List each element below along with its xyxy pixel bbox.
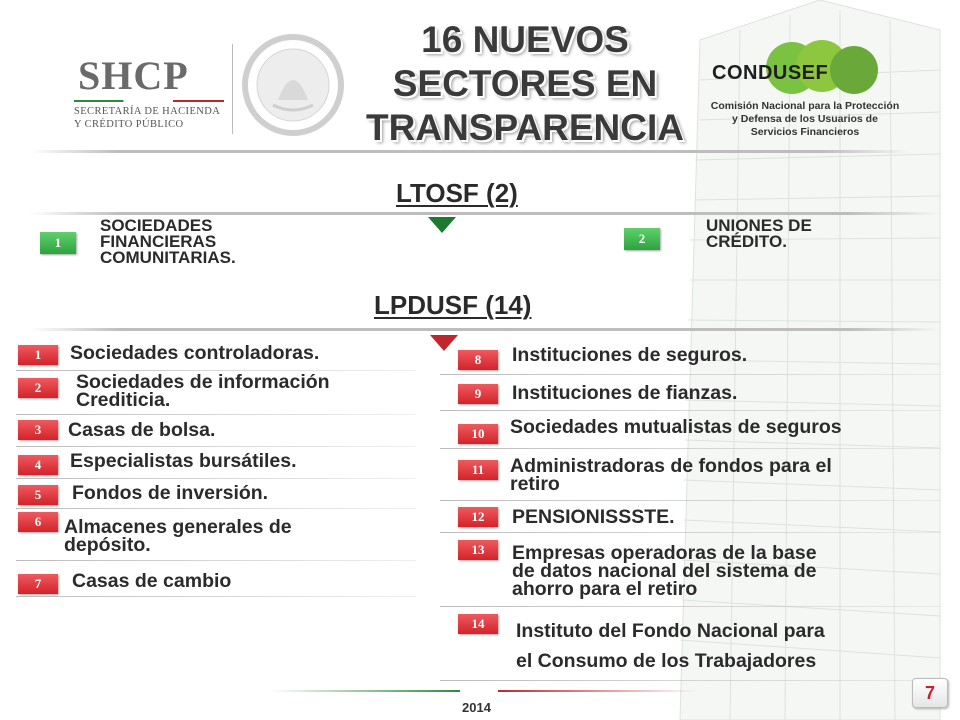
ltosf-item-1-line-3: COMUNITARIAS. — [100, 248, 236, 267]
row-separator — [16, 414, 416, 415]
lpdusf-badge-14: 14 — [458, 614, 498, 634]
lpdusf-badge-1: 1 — [18, 345, 58, 365]
lpdusf-badge-3: 3 — [18, 420, 58, 440]
page-number: 7 — [912, 678, 948, 708]
condusef-desc-line-3: Servicios Financieros — [750, 126, 860, 138]
lpdusf-item-12: PENSIONISSSTE. — [512, 506, 675, 528]
row-separator — [16, 478, 416, 479]
lpdusf-item-3: Casas de bolsa. — [68, 419, 216, 441]
row-separator — [16, 560, 416, 561]
red-arrow-icon — [430, 335, 458, 351]
lpdusf-badge-7: 7 — [18, 574, 58, 594]
row-separator — [16, 446, 416, 447]
lpdusf-item-14-line-2: el Consumo de los Trabajadores — [516, 650, 817, 672]
lpdusf-badge-12: 12 — [458, 507, 498, 527]
row-separator — [440, 606, 940, 607]
lpdusf-badge-11: 11 — [458, 460, 498, 480]
lpdusf-badge-8: 8 — [458, 350, 498, 370]
condusef-desc-line-2: y Defensa de los Usuarios de — [732, 113, 878, 125]
row-separator — [440, 500, 940, 501]
footer-red-bar — [498, 690, 698, 692]
ltosf-badge-1: 1 — [40, 232, 76, 254]
lpdusf-item-14 — [516, 616, 825, 676]
footer-green-bar — [270, 690, 460, 692]
row-separator — [440, 374, 940, 375]
footer-year: 2014 — [462, 700, 491, 715]
lpdusf-badge-2: 2 — [18, 378, 58, 398]
lpdusf-item-7: Casas de cambio — [72, 570, 232, 592]
lpdusf-item-11-line-2: retiro — [510, 473, 560, 495]
ltosf-badge-2: 2 — [624, 228, 660, 250]
row-separator — [440, 448, 940, 449]
lpdusf-item-2-line-2: Crediticia. — [76, 389, 171, 411]
lpdusf-item-13-line-3: ahorro para el retiro — [512, 578, 698, 600]
lpdusf-item-10: Sociedades mutualistas de seguros — [510, 416, 842, 438]
lpdusf-badge-10: 10 — [458, 424, 498, 444]
lpdusf-item-2 — [76, 373, 330, 409]
lpdusf-item-6-line-1: Almacenes generales de — [64, 516, 292, 538]
ltosf-title: LTOSF (2) — [396, 178, 518, 208]
lpdusf-item-6-line-2: depósito. — [64, 534, 151, 556]
lpdusf-item-13-line-1: Empresas operadoras de la base — [512, 542, 817, 564]
row-separator — [440, 680, 940, 681]
lpdusf-item-14-line-1: Instituto del Fondo Nacional para — [516, 620, 825, 642]
lpdusf-item-13 — [512, 544, 817, 598]
lpdusf-badge-5: 5 — [18, 485, 58, 505]
shcp-logo — [60, 44, 240, 134]
condusef-name: CONDUSEF — [712, 62, 829, 84]
ltosf-divider — [30, 212, 940, 215]
national-seal-icon — [238, 30, 348, 140]
shcp-line1: SECRETARÍA DE HACIENDA — [74, 106, 221, 117]
ltosf-item-1 — [100, 218, 236, 266]
lpdusf-item-6 — [64, 518, 292, 554]
ltosf-item-1-line-1: SOCIEDADES — [100, 216, 213, 235]
condusef-desc-line-1: Comisión Nacional para la Protección — [710, 100, 900, 112]
header-divider — [30, 150, 910, 153]
condusef-logo — [700, 40, 910, 140]
title-line-2: SECTORES EN — [392, 63, 658, 104]
lpdusf-item-2-line-1: Sociedades de información — [76, 371, 330, 393]
lpdusf-badge-4: 4 — [18, 455, 58, 475]
title-line-3: TRANSPARENCIA — [366, 107, 684, 148]
lpdusf-title: LPDUSF (14) — [374, 290, 532, 320]
ltosf-item-1-line-2: FINANCIERAS — [100, 232, 217, 251]
lpdusf-item-8: Instituciones de seguros. — [512, 344, 748, 366]
shcp-acronym: SHCP — [78, 53, 189, 98]
green-arrow-icon — [428, 217, 456, 233]
lpdusf-item-1: Sociedades controladoras. — [70, 342, 320, 364]
lpdusf-item-9: Instituciones de fianzas. — [512, 382, 738, 404]
title-line-1: 16 NUEVOS — [421, 19, 629, 60]
ltosf-item-2-line-1: UNIONES DE — [706, 216, 812, 235]
lpdusf-item-4: Especialistas bursátiles. — [70, 450, 297, 472]
row-separator — [16, 596, 416, 597]
lpdusf-badge-9: 9 — [458, 384, 498, 404]
row-separator — [440, 410, 940, 411]
row-separator — [16, 508, 416, 509]
lpdusf-divider — [30, 328, 940, 331]
ltosf-item-2-line-2: CRÉDITO. — [706, 232, 787, 251]
condusef-description — [700, 100, 910, 139]
lpdusf-item-11 — [510, 457, 832, 493]
lpdusf-item-11-line-1: Administradoras de fondos para el — [510, 455, 832, 477]
lpdusf-item-5: Fondos de inversión. — [72, 482, 269, 504]
shcp-line2: Y CRÉDITO PÚBLICO — [74, 119, 184, 130]
lpdusf-badge-6: 6 — [18, 512, 58, 532]
lpdusf-badge-13: 13 — [458, 540, 498, 560]
shcp-flag-bar — [74, 100, 224, 102]
main-title — [360, 18, 690, 150]
row-separator — [440, 532, 940, 533]
logo-separator — [232, 44, 233, 134]
ltosf-item-2 — [706, 218, 812, 250]
lpdusf-item-13-line-2: de datos nacional del sistema de — [512, 560, 817, 582]
